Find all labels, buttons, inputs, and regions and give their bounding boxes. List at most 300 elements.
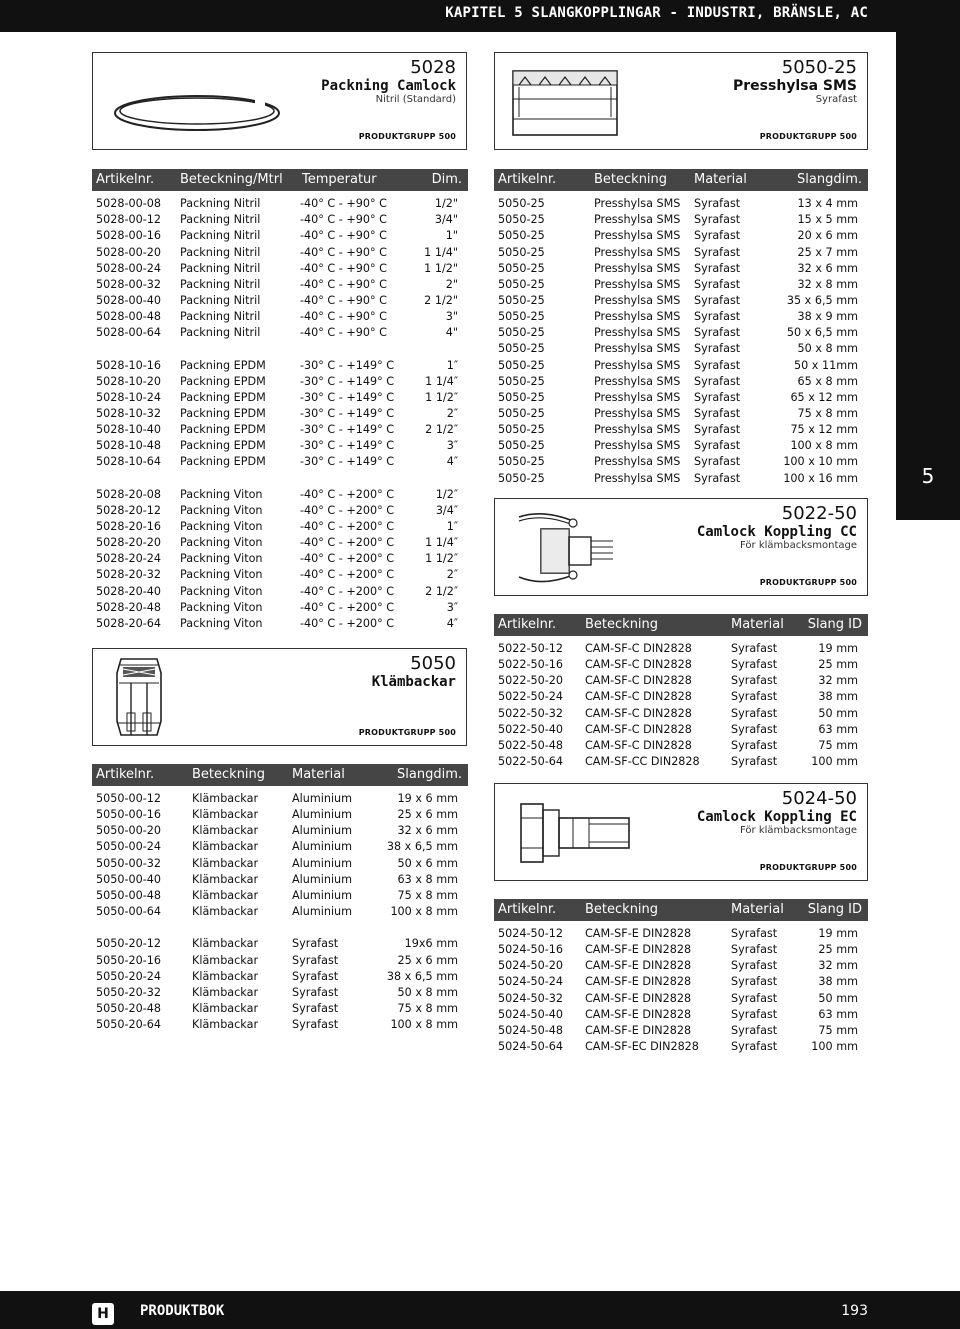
product-box-5022-50 <box>494 498 868 596</box>
artikelnr-cell: 5024-50-20 <box>498 959 564 973</box>
beteckning-cell: Presshylsa SMS <box>594 261 681 275</box>
table-row <box>494 454 868 470</box>
product-subtitle: För klämbacksmontage <box>740 540 857 551</box>
material-cell: -30° C - +149° C <box>300 374 395 388</box>
beteckning-cell: Packning EPDM <box>180 390 266 404</box>
beteckning-cell: Klämbackar <box>192 792 259 805</box>
company-logo-icon: H <box>92 1303 114 1325</box>
dimension-cell: 3/4″ <box>435 503 458 517</box>
col-temperatur: Temperatur <box>302 172 377 187</box>
beteckning-cell: Klämbackar <box>192 808 259 822</box>
beteckning-cell: Klämbackar <box>192 953 259 967</box>
dimension-cell: 75 x 8 mm <box>797 406 858 420</box>
dimension-cell: 1″ <box>446 358 458 372</box>
artikelnr-cell: 5024-50-48 <box>498 1023 564 1037</box>
dimension-cell: 4″ <box>446 455 458 469</box>
beteckning-cell: Presshylsa SMS <box>594 293 681 307</box>
artikelnr-cell: 5050-25 <box>498 229 545 243</box>
dimension-cell: 1/2" <box>434 197 458 210</box>
beteckning-cell: Presshylsa SMS <box>594 213 681 227</box>
material-cell: -40° C - +200° C <box>300 503 395 517</box>
table-row <box>494 641 868 657</box>
beteckning-cell: Klämbackar <box>192 824 259 838</box>
artikelnr-cell: 5050-25 <box>498 261 545 275</box>
material-cell: -40° C - +90° C <box>300 293 387 307</box>
table-row <box>494 738 868 754</box>
table-row <box>92 616 468 632</box>
product-subtitle: Syrafast <box>815 94 857 105</box>
dimension-cell: 75 mm <box>818 738 858 752</box>
product-code: 5050 <box>410 653 456 674</box>
col-slangdim: Slangdim. <box>397 767 462 782</box>
dimension-cell: 1/2″ <box>435 487 458 501</box>
table-row <box>494 958 868 974</box>
product-box-5024-50 <box>494 783 868 881</box>
beteckning-cell: Presshylsa SMS <box>594 342 681 356</box>
material-cell: Syrafast <box>694 374 741 388</box>
material-cell: -30° C - +149° C <box>300 406 395 420</box>
beteckning-cell: Klämbackar <box>192 872 259 886</box>
artikelnr-cell: 5050-25 <box>498 197 545 210</box>
table-row <box>92 487 468 503</box>
col-beteckning: Beteckning <box>585 617 659 632</box>
table-row <box>92 406 468 422</box>
beteckning-cell: CAM-SF-C DIN2828 <box>585 690 692 704</box>
table-header-5050 <box>92 764 468 786</box>
table-row <box>92 325 468 341</box>
dimension-cell: 100 mm <box>811 755 858 768</box>
table-row <box>494 325 868 341</box>
dimension-cell: 25 mm <box>818 943 858 957</box>
product-subtitle: För klämbacksmontage <box>740 825 857 836</box>
material-cell: -30° C - +149° C <box>300 390 395 404</box>
table-row <box>92 839 468 855</box>
artikelnr-cell: 5028-20-12 <box>96 503 162 517</box>
product-group: PRODUKTGRUPP 500 <box>759 863 857 872</box>
beteckning-cell: Klämbackar <box>192 1001 259 1015</box>
dimension-cell: 38 x 6,5 mm <box>386 969 458 983</box>
artikelnr-cell: 5024-50-40 <box>498 1007 564 1021</box>
dimension-cell: 63 mm <box>818 1007 858 1021</box>
material-cell: -40° C - +90° C <box>300 326 387 340</box>
dimension-cell: 63 mm <box>818 722 858 736</box>
table-row <box>92 438 468 454</box>
beteckning-cell: Packning Viton <box>180 616 263 630</box>
artikelnr-cell: 5024-50-32 <box>498 991 564 1005</box>
product-name: Packning Camlock <box>321 78 456 94</box>
material-cell: Syrafast <box>694 439 741 453</box>
dimension-cell: 75 x 12 mm <box>790 423 858 437</box>
artikelnr-cell: 5050-00-16 <box>96 808 162 822</box>
material-cell: Syrafast <box>731 1040 778 1053</box>
beteckning-cell: CAM-SF-C DIN2828 <box>585 658 692 672</box>
artikelnr-cell: 5022-50-16 <box>498 658 564 672</box>
material-cell: Syrafast <box>731 658 778 672</box>
dimension-cell: 19 mm <box>818 927 858 940</box>
beteckning-cell: CAM-SF-E DIN2828 <box>585 975 692 989</box>
material-cell: Syrafast <box>731 722 778 736</box>
table-row <box>92 584 468 600</box>
col-beteckning: Beteckning <box>594 172 668 187</box>
artikelnr-cell: 5050-25 <box>498 213 545 227</box>
dimension-cell: 75 x 8 mm <box>397 1001 458 1015</box>
table-row <box>494 722 868 738</box>
product-box-5028 <box>92 52 467 150</box>
table-row <box>494 406 868 422</box>
beteckning-cell: Packning Nitril <box>180 261 261 275</box>
material-cell: -40° C - +200° C <box>300 584 395 598</box>
beteckning-cell: Packning EPDM <box>180 406 266 420</box>
material-cell: Aluminium <box>292 905 353 918</box>
beteckning-cell: Packning Viton <box>180 584 263 598</box>
material-cell: Aluminium <box>292 824 353 838</box>
beteckning-cell: Packning EPDM <box>180 358 266 372</box>
material-cell: Aluminium <box>292 808 353 822</box>
table-row <box>92 888 468 904</box>
artikelnr-cell: 5024-50-64 <box>498 1040 564 1053</box>
artikelnr-cell: 5022-50-24 <box>498 690 564 704</box>
beteckning-cell: Presshylsa SMS <box>594 406 681 420</box>
artikelnr-cell: 5028-20-24 <box>96 552 162 566</box>
material-cell: Syrafast <box>694 326 741 340</box>
table-row <box>494 245 868 261</box>
product-subtitle: Nitril (Standard) <box>375 94 456 105</box>
dimension-cell: 3" <box>445 310 458 323</box>
dimension-cell: 32 x 8 mm <box>797 277 858 291</box>
material-cell: -40° C - +200° C <box>300 552 395 566</box>
beteckning-cell: CAM-SF-E DIN2828 <box>585 1007 692 1021</box>
dimension-cell: 100 x 8 mm <box>390 905 458 918</box>
dimension-cell: 38 x 9 mm <box>797 310 858 323</box>
material-cell: -30° C - +149° C <box>300 423 395 437</box>
beteckning-cell: Packning Nitril <box>180 197 261 210</box>
table-row <box>92 358 468 374</box>
beteckning-cell: CAM-SF-C DIN2828 <box>585 722 692 736</box>
beteckning-cell: Klämbackar <box>192 888 259 902</box>
dimension-cell: 32 mm <box>818 674 858 688</box>
dimension-cell: 35 x 6,5 mm <box>786 293 858 307</box>
artikelnr-cell: 5028-20-16 <box>96 520 162 533</box>
table-row <box>92 196 468 212</box>
dimension-cell: 50 x 6,5 mm <box>786 326 858 340</box>
material-cell: -40° C - +200° C <box>300 616 395 630</box>
dimension-cell: 1 1/2" <box>424 261 458 275</box>
material-cell: Syrafast <box>694 358 741 372</box>
artikelnr-cell: 5050-20-64 <box>96 1018 162 1032</box>
artikelnr-cell: 5028-20-64 <box>96 616 162 630</box>
artikelnr-cell: 5028-00-40 <box>96 293 162 307</box>
artikelnr-cell: 5028-20-40 <box>96 584 162 598</box>
dimension-cell: 2″ <box>446 406 458 420</box>
artikelnr-cell: 5050-20-48 <box>96 1001 162 1015</box>
table-row <box>92 856 468 872</box>
table-row <box>92 567 468 583</box>
beteckning-cell: Presshylsa SMS <box>594 439 681 453</box>
table-row <box>494 261 868 277</box>
table-row <box>494 358 868 374</box>
table-row <box>92 551 468 567</box>
beteckning-cell: Presshylsa SMS <box>594 374 681 388</box>
product-code: 5028 <box>410 57 456 78</box>
beteckning-cell: Klämbackar <box>192 905 259 918</box>
material-cell: -40° C - +200° C <box>300 487 395 501</box>
table-row <box>92 953 468 969</box>
beteckning-cell: Packning Nitril <box>180 326 261 340</box>
chapter-number: 5 <box>921 464 935 488</box>
material-cell: -40° C - +200° C <box>300 600 395 614</box>
artikelnr-cell: 5050-25 <box>498 326 545 340</box>
material-cell: Syrafast <box>731 706 778 720</box>
beteckning-cell: Klämbackar <box>192 856 259 870</box>
col-beteckning: Beteckning/Mtrl <box>180 172 283 187</box>
dimension-cell: 25 x 6 mm <box>397 953 458 967</box>
beteckning-cell: Presshylsa SMS <box>594 390 681 404</box>
material-cell: Syrafast <box>694 293 741 307</box>
artikelnr-cell: 5050-25 <box>498 310 545 323</box>
table-row <box>494 277 868 293</box>
artikelnr-cell: 5050-25 <box>498 358 545 372</box>
artikelnr-cell: 5028-10-20 <box>96 374 162 388</box>
material-cell: -40° C - +90° C <box>300 310 387 323</box>
table-row <box>494 374 868 390</box>
dimension-cell: 100 x 10 mm <box>783 455 858 469</box>
artikelnr-cell: 5050-20-32 <box>96 985 162 999</box>
clamp-jaws-icon <box>113 653 165 741</box>
table-row <box>92 277 468 293</box>
artikelnr-cell: 5028-00-08 <box>96 197 162 210</box>
camlock-coupling-cc-icon <box>513 507 633 589</box>
material-cell: -40° C - +200° C <box>300 568 395 582</box>
material-cell: Aluminium <box>292 856 353 870</box>
table-row <box>92 228 468 244</box>
dimension-cell: 25 mm <box>818 658 858 672</box>
col-beteckning: Beteckning <box>585 902 659 917</box>
dimension-cell: 50 x 11mm <box>793 358 858 372</box>
dimension-cell: 100 mm <box>811 1040 858 1053</box>
product-code: 5022-50 <box>781 503 857 524</box>
table-row <box>494 390 868 406</box>
beteckning-cell: Packning EPDM <box>180 439 266 453</box>
artikelnr-cell: 5028-10-16 <box>96 358 162 372</box>
table-row <box>92 969 468 985</box>
dimension-cell: 3″ <box>446 600 458 614</box>
dimension-cell: 4″ <box>446 616 458 630</box>
material-cell: Aluminium <box>292 840 353 854</box>
material-cell: Syrafast <box>731 1023 778 1037</box>
material-cell: -30° C - +149° C <box>300 439 395 453</box>
beteckning-cell: Packning Viton <box>180 568 263 582</box>
table-row <box>494 228 868 244</box>
product-code: 5024-50 <box>781 788 857 809</box>
table-row <box>494 341 868 357</box>
artikelnr-cell: 5028-20-48 <box>96 600 162 614</box>
dimension-cell: 2" <box>445 277 458 291</box>
beteckning-cell: CAM-SF-E DIN2828 <box>585 1023 692 1037</box>
beteckning-cell: CAM-SF-EC DIN2828 <box>585 1040 699 1053</box>
product-name: Camlock Koppling CC <box>696 524 857 540</box>
table-row <box>92 791 468 807</box>
dimension-cell: 1 1/4″ <box>425 536 458 550</box>
table-header-5024-50 <box>494 899 868 921</box>
table-row <box>92 936 468 952</box>
chapter-title: KAPITEL 5 SLANGKOPPLINGAR - INDUSTRI, BRÄNSLE, AC <box>445 5 868 21</box>
artikelnr-cell: 5028-00-20 <box>96 245 162 259</box>
material-cell: -40° C - +90° C <box>300 213 387 227</box>
material-cell: Syrafast <box>731 1007 778 1021</box>
artikelnr-cell: 5028-10-48 <box>96 439 162 453</box>
beteckning-cell: CAM-SF-C DIN2828 <box>585 706 692 720</box>
table-row <box>92 985 468 1001</box>
dimension-cell: 32 x 6 mm <box>797 261 858 275</box>
material-cell: Syrafast <box>292 969 339 983</box>
material-cell: Syrafast <box>694 245 741 259</box>
dimension-cell: 50 x 8 mm <box>797 342 858 356</box>
material-cell: Syrafast <box>731 991 778 1005</box>
col-slangdim: Slangdim. <box>797 172 862 187</box>
dimension-cell: 3/4" <box>434 213 458 227</box>
artikelnr-cell: 5028-00-24 <box>96 261 162 275</box>
artikelnr-cell: 5022-50-20 <box>498 674 564 688</box>
beteckning-cell: Presshylsa SMS <box>594 197 681 210</box>
material-cell: -40° C - +90° C <box>300 277 387 291</box>
beteckning-cell: Packning Viton <box>180 487 263 501</box>
dimension-cell: 20 x 6 mm <box>797 229 858 243</box>
beteckning-cell: Presshylsa SMS <box>594 245 681 259</box>
dimension-cell: 32 mm <box>818 959 858 973</box>
material-cell: Syrafast <box>731 975 778 989</box>
table-row <box>494 974 868 990</box>
table-row <box>92 212 468 228</box>
dimension-cell: 2″ <box>446 568 458 582</box>
material-cell: Syrafast <box>731 943 778 957</box>
artikelnr-cell: 5022-50-12 <box>498 642 564 655</box>
artikelnr-cell: 5050-00-32 <box>96 856 162 870</box>
table-row <box>494 309 868 325</box>
product-group: PRODUKTGRUPP 500 <box>358 132 456 141</box>
artikelnr-cell: 5050-00-20 <box>96 824 162 838</box>
material-cell: Aluminium <box>292 872 353 886</box>
artikelnr-cell: 5028-00-16 <box>96 229 162 243</box>
material-cell: Syrafast <box>694 261 741 275</box>
camlock-coupling-ec-icon <box>513 794 633 872</box>
dimension-cell: 65 x 12 mm <box>790 390 858 404</box>
dimension-cell: 2 1/2″ <box>425 584 458 598</box>
material-cell: -40° C - +200° C <box>300 520 395 533</box>
dimension-cell: 15 x 5 mm <box>797 213 858 227</box>
dimension-cell: 32 x 6 mm <box>397 824 458 838</box>
artikelnr-cell: 5022-50-32 <box>498 706 564 720</box>
dimension-cell: 50 x 6 mm <box>397 856 458 870</box>
table-row <box>92 872 468 888</box>
dimension-cell: 38 mm <box>818 975 858 989</box>
dimension-cell: 2 1/2″ <box>425 423 458 437</box>
table-header-5050-25 <box>494 169 868 191</box>
product-name: Klämbackar <box>371 674 456 690</box>
beteckning-cell: Packning Viton <box>180 600 263 614</box>
artikelnr-cell: 5050-25 <box>498 471 545 485</box>
dimension-cell: 100 x 16 mm <box>783 471 858 485</box>
artikelnr-cell: 5050-00-40 <box>96 872 162 886</box>
material-cell: Syrafast <box>694 455 741 469</box>
material-cell: Syrafast <box>292 1001 339 1015</box>
material-cell: -40° C - +200° C <box>300 536 395 550</box>
dimension-cell: 19x6 mm <box>404 937 458 951</box>
col-artikelnr: Artikelnr. <box>96 767 155 782</box>
col-artikelnr: Artikelnr. <box>96 172 155 187</box>
artikelnr-cell: 5028-20-32 <box>96 568 162 582</box>
beteckning-cell: Presshylsa SMS <box>594 229 681 243</box>
material-cell: Syrafast <box>694 342 741 356</box>
material-cell: Syrafast <box>292 937 339 951</box>
artikelnr-cell: 5050-25 <box>498 406 545 420</box>
dimension-cell: 63 x 8 mm <box>397 872 458 886</box>
dimension-cell: 1 1/2″ <box>425 552 458 566</box>
table-row <box>494 422 868 438</box>
product-name: Presshylsa SMS <box>733 78 857 94</box>
col-material: Material <box>731 617 784 632</box>
table-row <box>494 754 868 770</box>
artikelnr-cell: 5050-25 <box>498 390 545 404</box>
col-slang-id: Slang ID <box>807 902 862 917</box>
material-cell: -40° C - +90° C <box>300 229 387 243</box>
beteckning-cell: CAM-SF-E DIN2828 <box>585 959 692 973</box>
table-row <box>92 600 468 616</box>
chapter-side-tab <box>896 32 960 520</box>
material-cell: Syrafast <box>292 1018 339 1032</box>
table-row <box>92 807 468 823</box>
artikelnr-cell: 5024-50-12 <box>498 927 564 940</box>
artikelnr-cell: 5022-50-64 <box>498 755 564 768</box>
beteckning-cell: Klämbackar <box>192 840 259 854</box>
material-cell: Syrafast <box>731 738 778 752</box>
dimension-cell: 4" <box>445 326 458 340</box>
artikelnr-cell: 5050-20-12 <box>96 937 162 951</box>
beteckning-cell: Packning Viton <box>180 536 263 550</box>
col-artikelnr: Artikelnr. <box>498 617 557 632</box>
beteckning-cell: CAM-SF-E DIN2828 <box>585 943 692 957</box>
table-header-5022-50 <box>494 614 868 636</box>
beteckning-cell: Klämbackar <box>192 937 259 951</box>
table-row <box>92 519 468 535</box>
dimension-cell: 25 x 6 mm <box>397 808 458 822</box>
col-material: Material <box>694 172 747 187</box>
material-cell: -30° C - +149° C <box>300 358 395 372</box>
product-group: PRODUKTGRUPP 500 <box>759 132 857 141</box>
table-row <box>494 1039 868 1055</box>
table-row <box>494 212 868 228</box>
product-box-5050 <box>92 648 467 746</box>
table-header-5028 <box>92 169 468 191</box>
artikelnr-cell: 5050-25 <box>498 423 545 437</box>
dimension-cell: 100 x 8 mm <box>390 1018 458 1032</box>
artikelnr-cell: 5050-25 <box>498 277 545 291</box>
beteckning-cell: Presshylsa SMS <box>594 471 681 485</box>
artikelnr-cell: 5028-00-64 <box>96 326 162 340</box>
beteckning-cell: CAM-SF-C DIN2828 <box>585 674 692 688</box>
table-row <box>92 823 468 839</box>
table-row <box>494 1007 868 1023</box>
table-row <box>92 503 468 519</box>
table-row <box>92 309 468 325</box>
dimension-cell: 1 1/2″ <box>425 390 458 404</box>
table-row <box>494 1023 868 1039</box>
beteckning-cell: CAM-SF-C DIN2828 <box>585 738 692 752</box>
artikelnr-cell: 5050-20-24 <box>96 969 162 983</box>
product-group: PRODUKTGRUPP 500 <box>759 578 857 587</box>
col-material: Material <box>292 767 345 782</box>
material-cell: Syrafast <box>731 642 778 655</box>
material-cell: Aluminium <box>292 792 353 805</box>
